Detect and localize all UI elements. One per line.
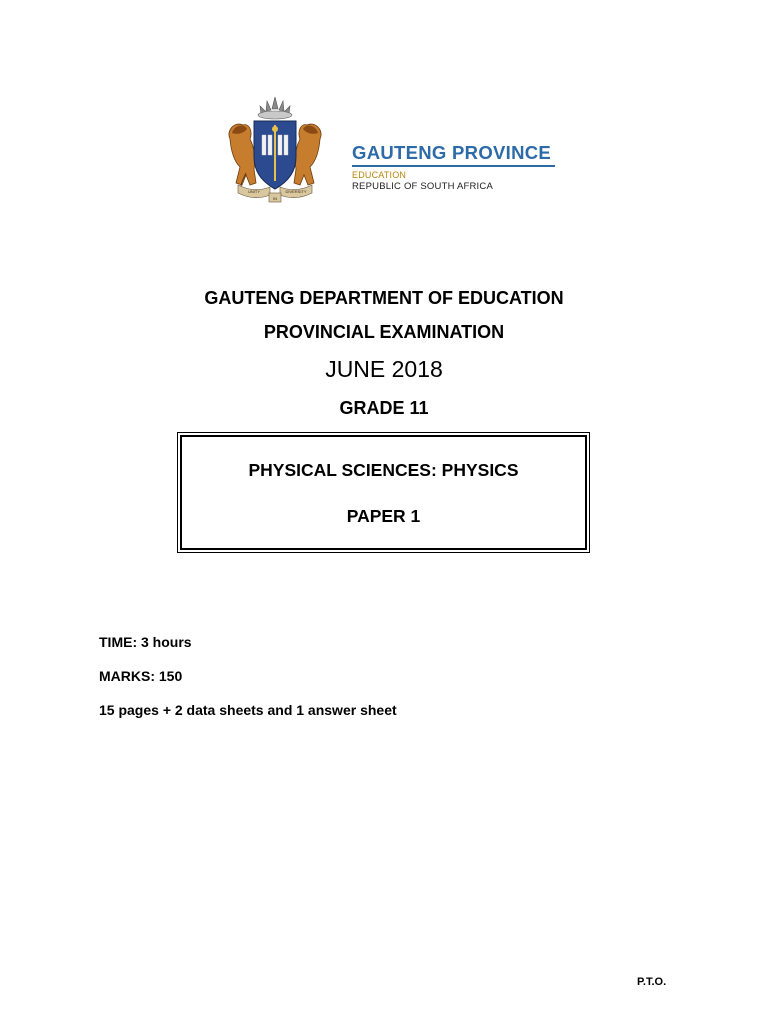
department-heading: GAUTENG DEPARTMENT OF EDUCATION: [204, 288, 564, 308]
paper-number: PAPER 1: [346, 506, 421, 526]
crest-motto-left: UNITY: [248, 189, 260, 194]
exam-time: TIME: 3 hours: [99, 634, 192, 650]
subject-box-border: [181, 436, 586, 549]
crest-motto-center: IN: [273, 196, 277, 201]
country-name: REPUBLIC OF SOUTH AFRICA: [352, 180, 493, 192]
brand-divider: [352, 165, 555, 167]
page-count: 15 pages + 2 data sheets and 1 answer sheet: [99, 702, 397, 718]
exam-heading: PROVINCIAL EXAMINATION: [263, 322, 505, 342]
subject-name: PHYSICAL SCIENCES: PHYSICS: [248, 460, 519, 480]
province-name: GAUTENG PROVINCE: [352, 142, 552, 163]
exam-marks: MARKS: 150: [99, 668, 183, 684]
pto-label: P.T.O.: [637, 976, 667, 988]
header-logo: [200, 93, 560, 208]
subject-box: [177, 432, 590, 553]
department-name: EDUCATION: [352, 169, 407, 180]
grade-heading: GRADE 11: [339, 398, 429, 418]
exam-date: JUNE 2018: [325, 356, 443, 382]
brand-wordmark: [352, 143, 555, 193]
coat-of-arms-icon: [216, 95, 334, 205]
crest-motto-right: DIVERSITY: [285, 189, 307, 194]
